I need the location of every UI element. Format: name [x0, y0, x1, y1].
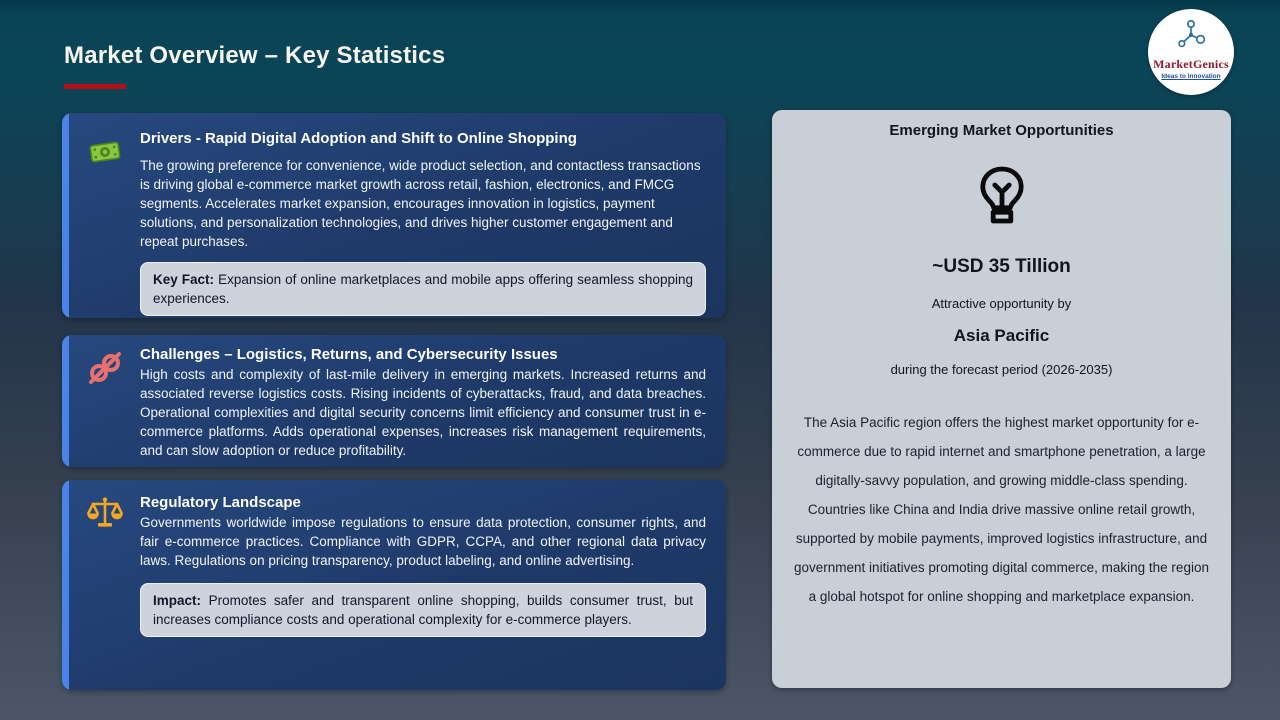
key-fact-box	[140, 262, 706, 316]
card-accent-bar	[62, 113, 69, 318]
opportunity-panel	[772, 110, 1231, 688]
key-fact-text: Expansion of online marketplaces and mobile apps offering seamless shopping experiences.	[153, 272, 693, 306]
impact-text: Promotes safer and transparent online shopping, builds consumer trust, but increases compliance costs and operational complexity for e-commerce players.	[153, 593, 693, 627]
opportunity-subtitle: Attractive opportunity by	[931, 296, 1072, 311]
impact-label: Impact:	[153, 593, 202, 608]
impact-box	[140, 583, 706, 637]
opportunity-value: ~USD 35 Tillion	[932, 256, 1071, 277]
card-body: High costs and complexity of last-mile delivery in emerging markets. Increased returns and associated reverse logistics costs. Rising incidents of cyberattacks, fraud, and data breaches. Operational complexities and digital security concerns limit efficiency and consumer trust in e-commerce platforms. Adds operational expenses, increases risk management requirements, and can slow adoption or reduce profitability.	[140, 367, 706, 458]
card-accent-bar	[62, 480, 69, 690]
card-title: Regulatory Landscape	[140, 494, 301, 511]
page-title: Market Overview – Key Statistics	[64, 42, 446, 69]
cards-column	[62, 113, 726, 690]
scales-icon	[86, 496, 124, 690]
card-title: Drivers - Rapid Digital Adoption and Shift to Online Shopping	[140, 130, 577, 147]
card-accent-bar	[62, 335, 69, 467]
opportunity-region: Asia Pacific	[953, 326, 1050, 345]
regulatory-card	[62, 480, 726, 690]
logo-tagline: Ideas to Innovation	[1161, 73, 1221, 80]
card-body: The growing preference for convenience, wide product selection, and contactless transactions is driving global e-commerce market growth across retail, fashion, electronics, and FMCG segments. Accelerates market expansion, encourages innovation in logistics, payment solutions, and personalization technologies, and drives higher customer engagement and repeat purchases.	[140, 158, 701, 249]
logo	[1148, 9, 1234, 95]
broken-link-icon	[86, 350, 124, 467]
challenges-card	[62, 335, 726, 467]
opportunity-description: The Asia Pacific region offers the highest market opportunity for e-commerce due to rapid internet and smartphone penetration, a large digitally-savvy population, and growing middle-class spending. Countries like China and India drive massive online retail growth, supported by mobile payments, improved logistics infrastructure, and government initiatives promoting digital commerce, making the region a global hotspot for online shopping and marketplace expansion.	[794, 415, 1209, 604]
card-title: Challenges – Logistics, Returns, and Cybersecurity Issues	[140, 346, 558, 363]
molecule-icon	[1176, 9, 1206, 56]
title-underline	[64, 84, 126, 89]
opportunity-period: during the forecast period (2026-2035)	[890, 362, 1113, 377]
card-body: Governments worldwide impose regulations to ensure data protection, consumer rights, and fair e-commerce practices. Compliance with GDPR, CCPA, and other regional data privacy laws. Regulations on pricing transparency, product labeling, and online advertising.	[140, 515, 706, 568]
opportunity-title: Emerging Market Opportunities	[889, 122, 1114, 139]
logo-name: MarketGenics	[1153, 57, 1229, 71]
key-fact-label: Key Fact:	[153, 272, 215, 287]
drivers-card	[62, 113, 726, 318]
lightbulb-icon	[772, 165, 1231, 234]
banknote-icon	[87, 137, 123, 318]
